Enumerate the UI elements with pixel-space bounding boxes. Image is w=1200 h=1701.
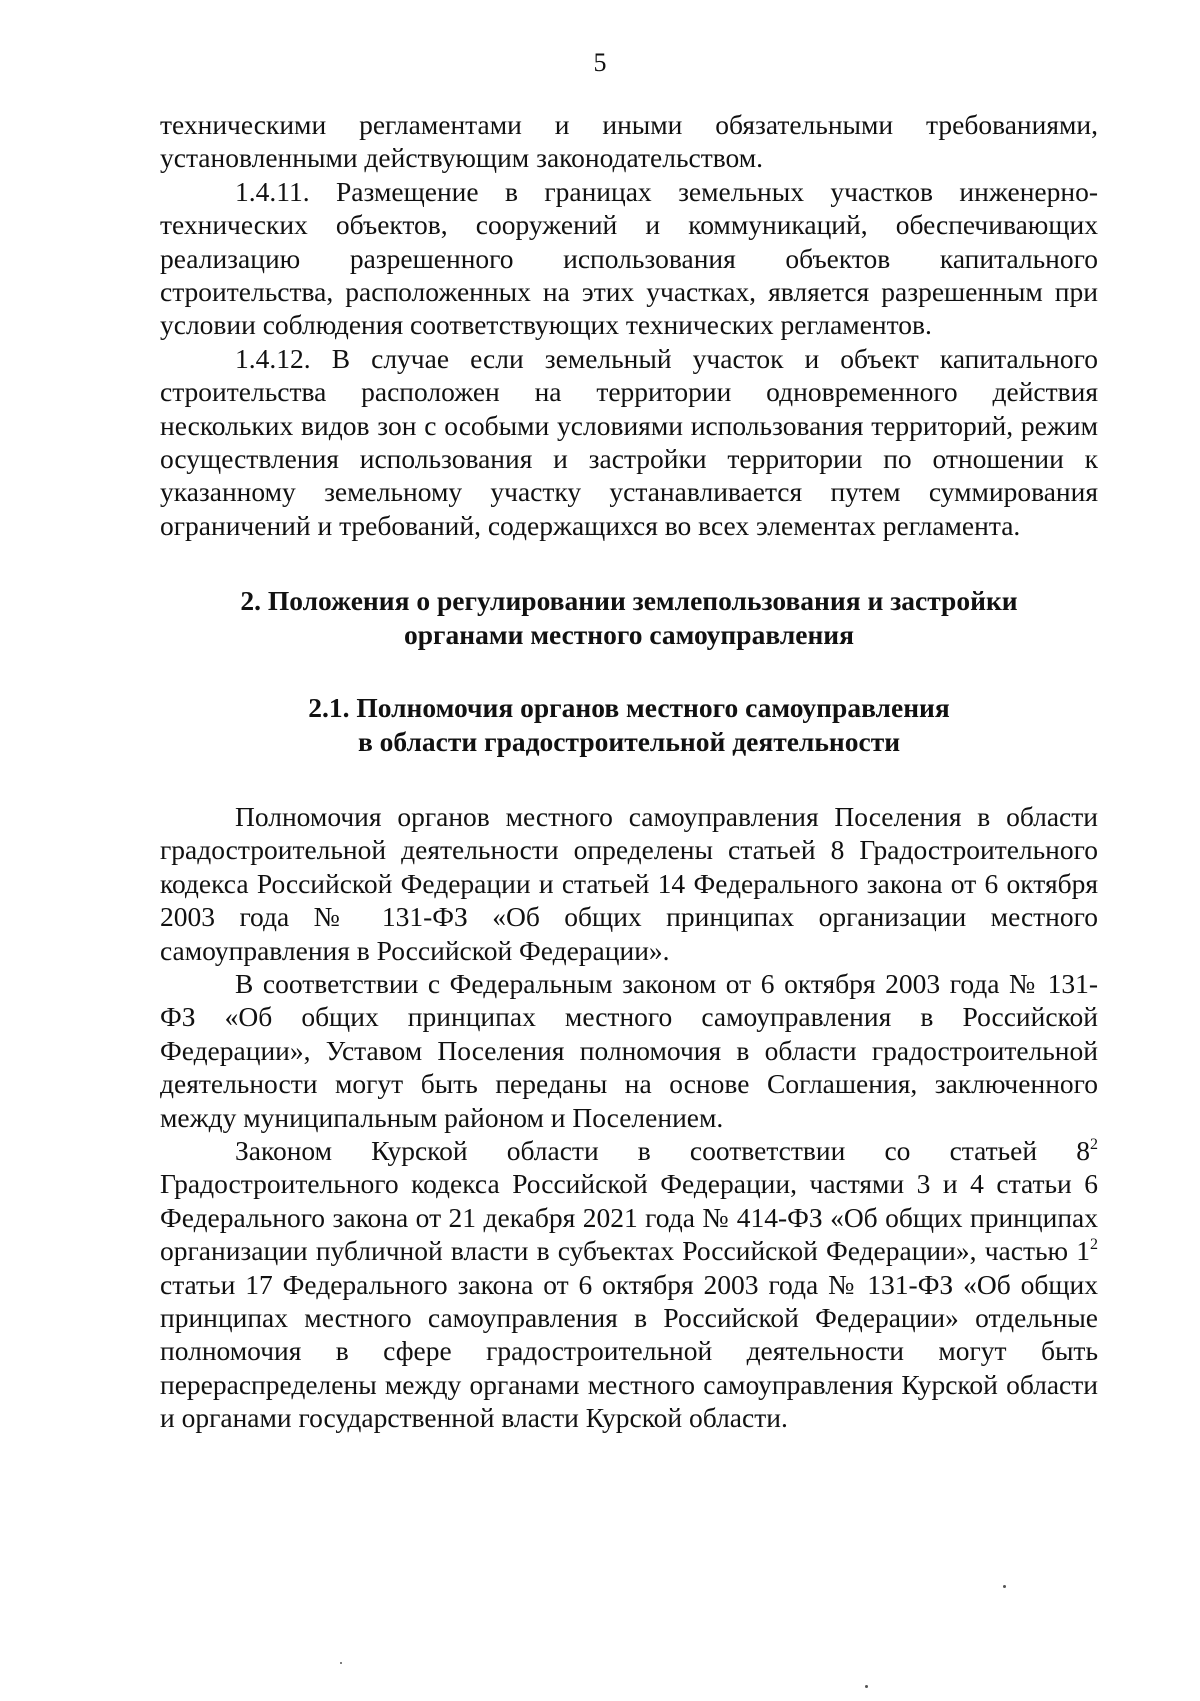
paragraph-transfer: В соответствии с Федеральным законом от 6 октября 2003 года № 131-ФЗ «Об общих принципах местного самоуправления в Российской Федерации», Уставом Поселения полномочия в области градостроительной деятельности могут быть переданы на основе Соглашения, заключенного между муниципальным районом и Поселением.	[160, 967, 1098, 1133]
paragraph-1-4-12: 1.4.12. В случае если земельный участок и объект капитального строительства расположен на территории одновременного действия нескольких видов зон с особыми условиями использования территорий, режим осуществления использования и застройки территории по отношении к указанному земельному участку устанавливается путем суммирования ограничений и требований, содержащихся во всех элементах регламента.	[160, 342, 1098, 541]
paragraph-kursk-law	[160, 1134, 1098, 1435]
scan-speck	[1003, 1585, 1006, 1588]
paragraph-continuation: техническими регламентами и иными обязательными требованиями, установленными действующим законодательством.	[160, 109, 1098, 174]
section-heading-line-1: 2. Положения о регулировании землепользования и застройки	[240, 585, 1018, 617]
paragraph-1-4-11: 1.4.11. Размещение в границах земельных участков инженерно-технических объектов, сооружений и коммуникаций, обеспечивающих реализацию разрешенного использования объектов капитального строительства, расположенных на этих участках, является разрешенным при условии соблюдения соответствующих технических регламентов.	[160, 175, 1098, 341]
scan-speck	[340, 1662, 342, 1664]
superscript-part-1-2: 2	[1090, 1236, 1098, 1254]
superscript-article-8-2: 2	[1090, 1135, 1098, 1153]
kursk-text-part-2: Градостроительного кодекса Российской Федерации, частями 3 и 4 статьи 6 Федерального закона от 21 декабря 2021 года № 414-ФЗ «Об общих принципах организации публичной власти в субъектах Российской Федерации», частью 1	[160, 1168, 1098, 1267]
spacer	[160, 758, 1098, 800]
page-number: 5	[593, 48, 607, 77]
kursk-text-part-1: Законом Курской области в соответствии со статьей 8	[235, 1134, 1090, 1166]
page-content	[160, 108, 1098, 1435]
section-heading	[160, 584, 1098, 651]
kursk-text-part-3: статьи 17 Федерального закона от 6 октября 2003 года № 131-ФЗ «Об общих принципах местного самоуправления в Российской Федерации» отдельные полномочия в сфере градостроительной деятельности могут быть перераспределены между органами местного самоуправления Курской области и органами государственной власти Курской области.	[160, 1268, 1098, 1434]
subsection-heading-line-1: 2.1. Полномочия органов местного самоуправления	[308, 692, 950, 724]
subsection-heading-line-2: в области градостроительной деятельности	[357, 725, 901, 757]
paragraph-powers: Полномочия органов местного самоуправления Поселения в области градостроительной деятельности определены статьей 8 Градостроительного кодекса Российской Федерации и статьей 14 Федерального закона от 6 октября 2003 года № 131-ФЗ «Об общих принципах организации местного самоуправления в Российской Федерации».	[160, 800, 1098, 966]
subsection-heading	[160, 691, 1098, 758]
section-heading-line-2: органами местного самоуправления	[403, 618, 855, 650]
scan-speck	[865, 1685, 868, 1688]
